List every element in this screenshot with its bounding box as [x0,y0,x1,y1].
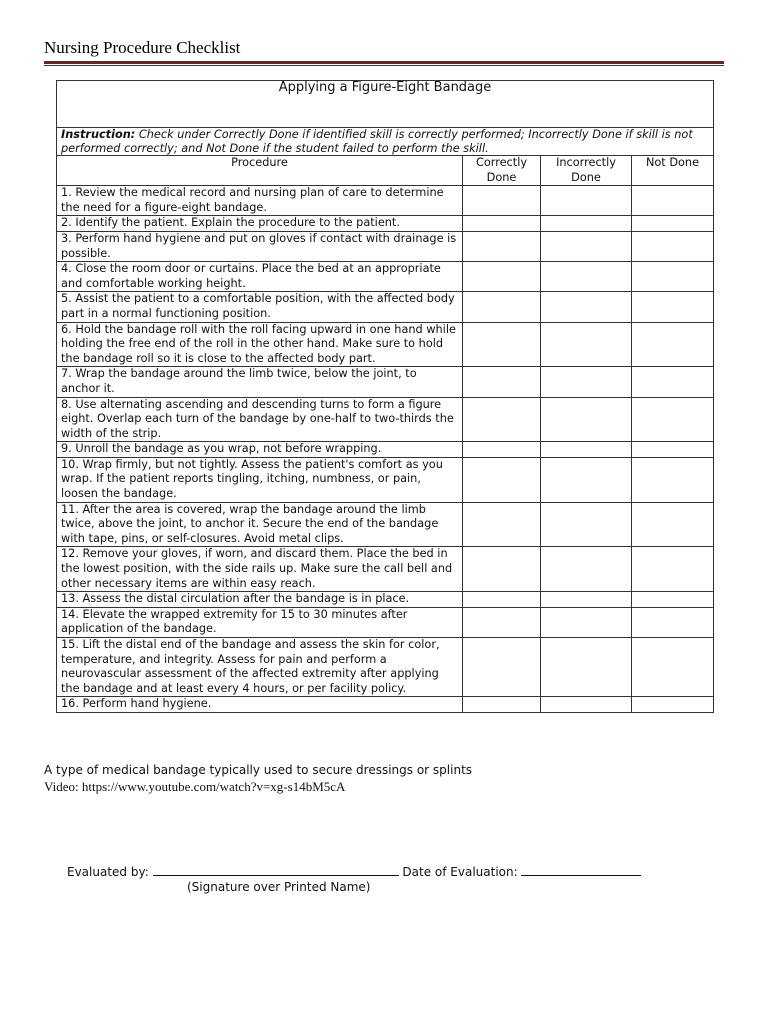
procedure-step: 2. Identify the patient. Explain the procedure to the patient. [57,216,463,232]
column-header-row [57,156,714,186]
signature-caption: (Signature over Printed Name) [187,880,371,894]
incorrectly-done-checkbox[interactable] [541,367,632,397]
correctly-done-checkbox[interactable] [463,186,541,216]
not-done-checkbox[interactable] [632,442,714,458]
instruction-row [57,128,714,156]
correctly-done-checkbox[interactable] [463,262,541,292]
incorrectly-done-checkbox[interactable] [541,457,632,502]
incorrectly-done-column-header: Incorrectly Done [541,156,632,186]
evaluation-line [67,863,641,879]
correctly-done-checkbox[interactable] [463,397,541,442]
table-row [57,231,714,261]
evaluation-date-field[interactable] [521,863,641,876]
table-row [57,186,714,216]
incorrectly-done-checkbox[interactable] [541,397,632,442]
procedure-step: 1. Review the medical record and nursing plan of care to determine the need for a figure-eight bandage. [57,186,463,216]
procedure-step: 3. Perform hand hygiene and put on gloves if contact with drainage is possible. [57,231,463,261]
table-row [57,638,714,697]
date-of-evaluation-label: Date of Evaluation: [402,865,518,879]
procedure-checklist-table [56,80,714,713]
procedure-step: 4. Close the room door or curtains. Place the bed at an appropriate and comfortable working height. [57,262,463,292]
correctly-done-checkbox[interactable] [463,216,541,232]
procedure-step: 15. Lift the distal end of the bandage and assess the skin for color, temperature, and integrity. Assess for pain and perform a neurovascular assessment of the affected extremity after applying the bandage and at least every 4 hours, or per facility policy. [57,638,463,697]
table-row [57,292,714,322]
procedure-step: 7. Wrap the bandage around the limb twice, below the joint, to anchor it. [57,367,463,397]
correctly-done-checkbox[interactable] [463,697,541,713]
correctly-done-checkbox[interactable] [463,457,541,502]
procedure-step: 12. Remove your gloves, if worn, and discard them. Place the bed in the lowest position, with the side rails up. Make sure the call bell and other necessary items are within easy reach. [57,547,463,592]
incorrectly-done-checkbox[interactable] [541,638,632,697]
correctly-done-checkbox[interactable] [463,607,541,637]
table-row [57,547,714,592]
not-done-checkbox[interactable] [632,322,714,367]
not-done-checkbox[interactable] [632,547,714,592]
page-title: Nursing Procedure Checklist [44,38,241,57]
table-row [57,397,714,442]
video-link[interactable]: Video: https://www.youtube.com/watch?v=xg-s14bM5cA [44,779,346,794]
procedure-step: 13. Assess the distal circulation after the bandage is in place. [57,592,463,608]
correctly-done-checkbox[interactable] [463,231,541,261]
incorrectly-done-checkbox[interactable] [541,186,632,216]
procedure-column-header: Procedure [57,156,463,186]
incorrectly-done-checkbox[interactable] [541,607,632,637]
procedure-step: 8. Use alternating ascending and descending turns to form a figure eight. Overlap each turn of the bandage by one-half to two-thirds the width of the strip. [57,397,463,442]
incorrectly-done-checkbox[interactable] [541,547,632,592]
correctly-done-column-header: Correctly Done [463,156,541,186]
not-done-column-header: Not Done [632,156,714,186]
procedure-step: 9. Unroll the bandage as you wrap, not before wrapping. [57,442,463,458]
table-row [57,367,714,397]
correctly-done-checkbox[interactable] [463,547,541,592]
checklist-title: Applying a Figure-Eight Bandage [57,81,714,128]
incorrectly-done-checkbox[interactable] [541,592,632,608]
correctly-done-checkbox[interactable] [463,367,541,397]
table-row [57,322,714,367]
not-done-checkbox[interactable] [632,592,714,608]
incorrectly-done-checkbox[interactable] [541,322,632,367]
header-divider-thin [44,65,724,66]
table-row [57,502,714,547]
procedure-step: 14. Elevate the wrapped extremity for 15 to 30 minutes after application of the bandage. [57,607,463,637]
table-row [57,697,714,713]
correctly-done-checkbox[interactable] [463,502,541,547]
table-row [57,592,714,608]
evaluated-by-label: Evaluated by: [67,865,149,879]
not-done-checkbox[interactable] [632,186,714,216]
not-done-checkbox[interactable] [632,697,714,713]
title-row [57,81,714,128]
instruction-text: Check under Correctly Done if identified skill is correctly performed; Incorrectly Done if skill is not performed correctly; and Not Done if the student failed to perform the skill. [61,128,693,155]
table-row [57,607,714,637]
correctly-done-checkbox[interactable] [463,442,541,458]
incorrectly-done-checkbox[interactable] [541,697,632,713]
incorrectly-done-checkbox[interactable] [541,292,632,322]
incorrectly-done-checkbox[interactable] [541,231,632,261]
not-done-checkbox[interactable] [632,457,714,502]
not-done-checkbox[interactable] [632,502,714,547]
table-row [57,262,714,292]
not-done-checkbox[interactable] [632,292,714,322]
not-done-checkbox[interactable] [632,262,714,292]
not-done-checkbox[interactable] [632,231,714,261]
not-done-checkbox[interactable] [632,367,714,397]
incorrectly-done-checkbox[interactable] [541,262,632,292]
incorrectly-done-checkbox[interactable] [541,502,632,547]
correctly-done-checkbox[interactable] [463,292,541,322]
procedure-step: 16. Perform hand hygiene. [57,697,463,713]
incorrectly-done-checkbox[interactable] [541,442,632,458]
incorrectly-done-checkbox[interactable] [541,216,632,232]
instruction-label: Instruction: [61,128,136,141]
correctly-done-checkbox[interactable] [463,322,541,367]
correctly-done-checkbox[interactable] [463,592,541,608]
table-row [57,442,714,458]
header-divider [44,61,724,64]
not-done-checkbox[interactable] [632,397,714,442]
instruction [57,128,714,156]
correctly-done-checkbox[interactable] [463,638,541,697]
not-done-checkbox[interactable] [632,607,714,637]
procedure-step: 6. Hold the bandage roll with the roll facing upward in one hand while holding the free end of the roll in the other hand. Make sure to hold the bandage roll so it is close to the affected body part. [57,322,463,367]
procedure-step: 5. Assist the patient to a comfortable position, with the affected body part in a normal functioning position. [57,292,463,322]
procedure-step: 10. Wrap firmly, but not tightly. Assess the patient's comfort as you wrap. If the patient reports tingling, itching, numbness, or pain, loosen the bandage. [57,457,463,502]
table-row [57,457,714,502]
not-done-checkbox[interactable] [632,638,714,697]
evaluator-signature-field[interactable] [153,863,399,876]
bandage-caption: A type of medical bandage typically used to secure dressings or splints [44,763,473,777]
not-done-checkbox[interactable] [632,216,714,232]
procedure-step: 11. After the area is covered, wrap the bandage around the limb twice, above the joint, to anchor it. Secure the end of the bandage with tape, pins, or self-closures. Avoid metal clips. [57,502,463,547]
table-row [57,216,714,232]
